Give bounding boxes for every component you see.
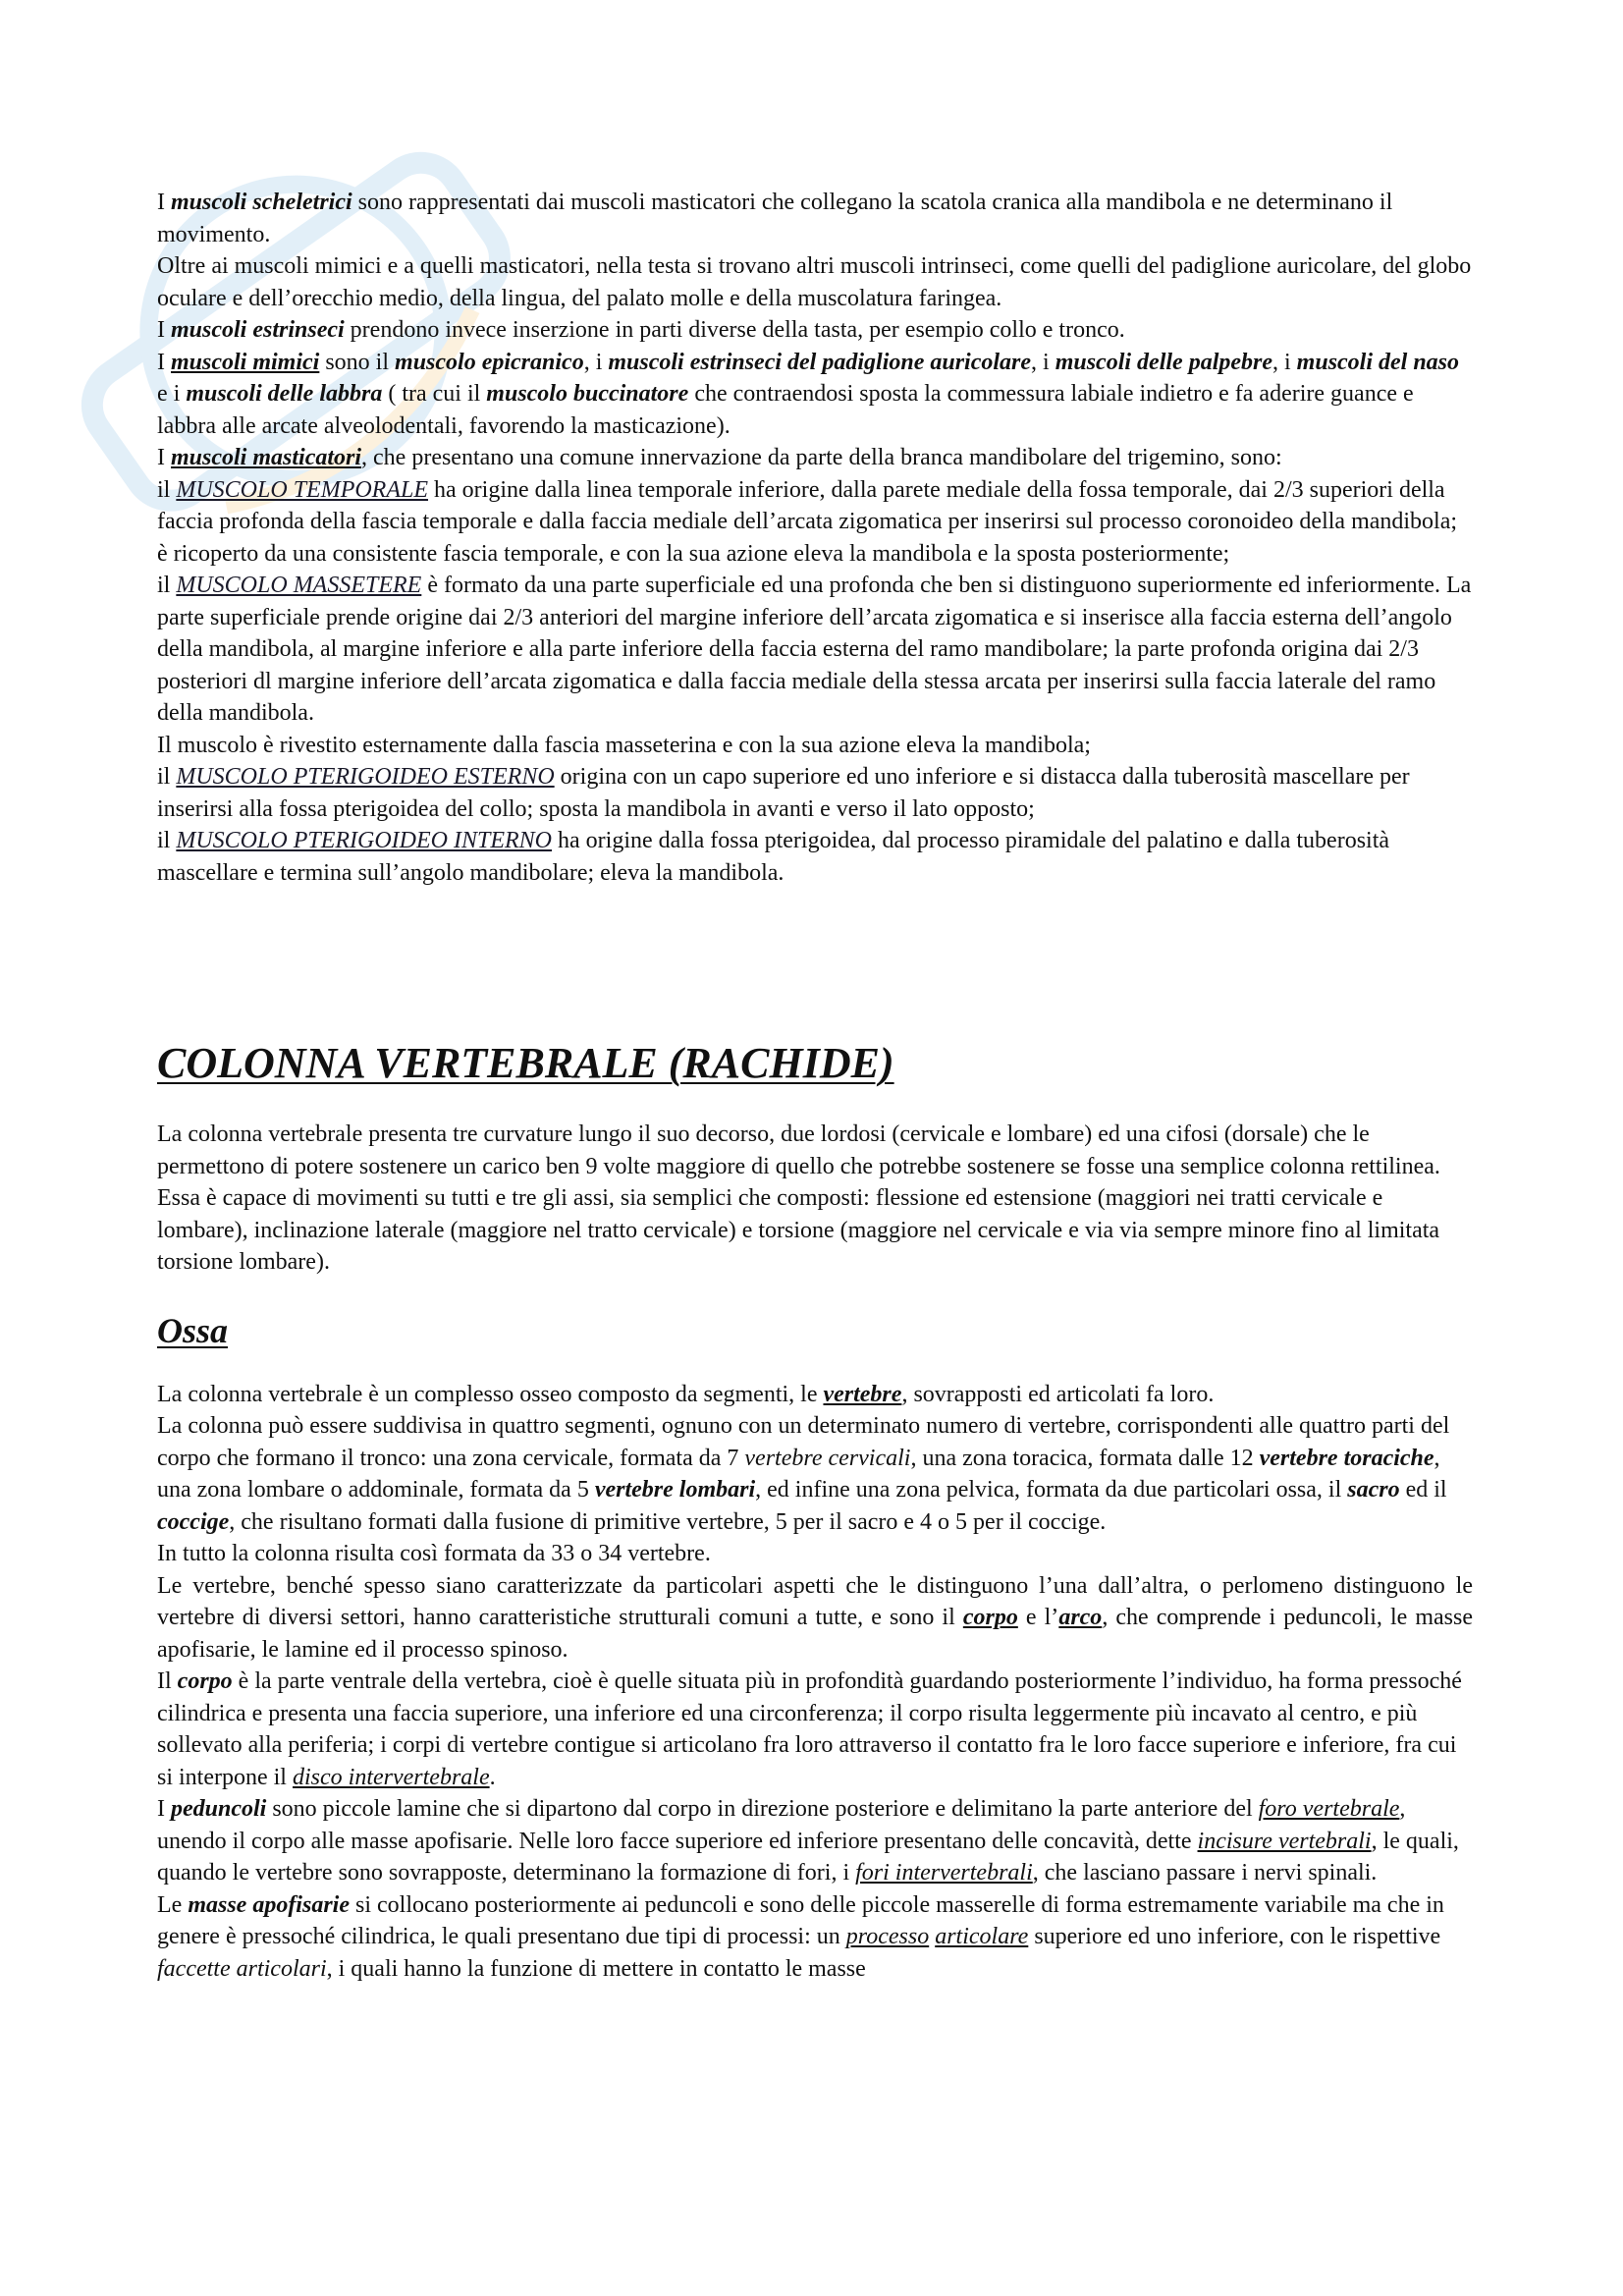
ossa-paragraph-vertebre: La colonna vertebrale è un complesso osseo composto da segmenti, le vertebre, sovrapposti ed articolati fa loro. bbox=[157, 1381, 1215, 1407]
section-title: COLONNA VERTEBRALE (RACHIDE) bbox=[157, 1039, 894, 1087]
muscolo-pterigoideo-esterno-link[interactable]: MUSCOLO PTERIGOIDEO ESTERNO bbox=[176, 764, 555, 790]
ossa-paragraph-segmenti: La colonna può essere suddivisa in quattro segmenti, ognuno con un determinato numero di vertebre, corrispondenti alle quattro parti del corpo che formano il tronco: una zona cervicale, formata da 7 vertebre cervicali, una zona toracica, formata dalle 12 vertebre toraciche, una zona lombare o addominale, formata da 5 vertebre lombari, ed infine una zona pelvica, formata da due particolari ossa, il sacro ed il coccige, che risultano formati dalla fusione di primitive vertebre, 5 per il sacro e 4 o 5 per il coccige. bbox=[157, 1413, 1450, 1535]
ossa-paragraph-masse-apofisarie: Le masse apofisarie si collocano posteriormente ai peduncoli e sono delle piccole masserelle di forma estremamente variabile ma che in genere è pressoché cilindrica, le quali presentano due tipi di processi: un processo articolare superiore ed uno inferiore, con le rispettive faccette articolari, i quali hanno la funzione di mettere in contatto le masse bbox=[157, 1891, 1444, 1982]
ossa-paragraph-corpo: Il corpo è la parte ventrale della vertebra, cioè è quelle situata più in profondità guardando posteriormente l’individuo, ha forma pressoché cilindrica e presenta una faccia superiore, una inferiore ed una circonferenza; il corpo risulta leggermente più incavato al centro, e più sollevato alla periferia; i corpi di vertebre contigue si articolano fra loro attraverso il contatto fra le loro facce superiore e inferiore, fra cui si interpone il disco intervertebrale. bbox=[157, 1668, 1462, 1790]
intro-paragraph: I muscoli scheletrici sono rappresentati dai muscoli masticatori che collegano la scatola cranica alla mandibola e ne determinano il movimento. Oltre ai muscoli mimici e a quelli masticatori, nella testa si trovano altri muscoli intrinseci, come quelli del padiglione auricolare, del globo oculare e dell’orecchio medio, della lingua, del palato molle e della muscolatura faringea. I muscoli estrinseci prendono invece inserzione in parti diverse della tasta, per esempio collo e tronco. I muscoli mimici sono il muscolo epicranico, i muscoli estrinseci del padiglione auricolare, i muscoli delle palpebre, i muscoli del naso e i muscoli delle labbra ( tra cui il muscolo buccinatore che contraendosi sposta la commessura labiale indietro e fa aderire guance e labbra alle arcate alveolodentali, favorendo la masticazione). I muscoli masticatori, che presentano una comune innervazione da parte della branca mandibolare del trigemino, sono: il MUSCOLO TEMPORALE ha origine dalla linea temporale inferiore, dalla parete mediale della fossa temporale, dai 2/3 superiori della faccia profonda della fascia temporale e dalla faccia mediale dell’arcata zigomatica per inserirsi sul processo coronoideo della mandibola; è ricoperto da una consistente fascia temporale, e con la sua azione eleva la mandibola e la sposta posteriormente; il MUSCOLO MASSETERE è formato da una parte superficiale ed una profonda che ben si distinguono superiormente ed inferiormente. La parte superficiale prende origine dai 2/3 anteriori del margine inferiore dell’arcata zigomatica e si inserisce alla faccia esterna dell’angolo della mandibola, al margine inferiore e alla parte inferiore della faccia esterna del ramo mandibolare; la parte profonda origina dai 2/3 posteriori dl margine inferiore dell’arcata zigomatica e dalla faccia mediale della stessa arcata per inserirsi sulla faccia laterale del ramo della mandibola. Il muscolo è rivestito esternamente dalla fascia masseterina e con la sua azione eleva la mandibola; il MUSCOLO PTERIGOIDEO ESTERNO origina con un capo superiore ed uno inferiore e si distacca dalla tuberosità mascellare per inserirsi alla fossa pterigoidea del collo; sposta la mandibola in avanti e verso il lato opposto; il MUSCOLO PTERIGOIDEO INTERNO ha origine dalla fossa pterigoidea, dal processo piramidale del palatino e dalla tuberosità mascellare e termina sull’angolo mandibolare; eleva la mandibola. bbox=[157, 190, 1472, 886]
ossa-paragraph-peduncoli: I peduncoli sono piccole lamine che si dipartono dal corpo in direzione posteriore e delimitano la parte anteriore del foro vertebrale, unendo il corpo alle masse apofisarie. Nelle loro facce superiore ed inferiore presentano delle concavità, dette incisure vertebrali, le quali, quando le vertebre sono sovrapposte, determinano la formazione di fori, i fori intervertebrali, che lasciano passare i nervi spinali. bbox=[157, 1796, 1459, 1886]
muscolo-temporale-link[interactable]: MUSCOLO TEMPORALE bbox=[176, 476, 429, 503]
subsection-title-ossa: Ossa bbox=[157, 1310, 229, 1350]
muscolo-pterigoideo-interno-link[interactable]: MUSCOLO PTERIGOIDEO INTERNO bbox=[176, 828, 552, 853]
section-paragraph-2: Essa è capace di movimenti su tutti e tre gli assi, sia semplici che composti: flessione ed estensione (maggiori nei tratti cervicale e lombare), inclinazione laterale (maggiore nel tratto cervicale) e torsione (maggiore nel cervicale e via via sempre minore fino al limitata torsione lombare). bbox=[157, 1185, 1440, 1275]
ossa-paragraph-caratteristiche: Le vertebre, benché spesso siano caratterizzate da particolari aspetti che le distinguono l’una dall’altra, o perlomeno distinguono le vertebre di diversi settori, hanno caratteristiche strutturali comuni a tutte, e sono il corpo e l’arco, che comprende i peduncoli, le masse apofisarie, le lamine ed il processo spinoso. bbox=[157, 1572, 1474, 1663]
ossa-paragraph-totale: In tutto la colonna risulta così formata da 33 o 34 vertebre. bbox=[157, 1541, 711, 1566]
muscolo-massetere-link[interactable]: MUSCOLO MASSETERE bbox=[176, 573, 422, 598]
section-paragraph-1: La colonna vertebrale presenta tre curvature lungo il suo decorso, due lordosi (cervicale e lombare) ed una cifosi (dorsale) che le permettono di potere sostenere un carico ben 9 volte maggiore di quello che potrebbe sostenere se fosse una semplice colonna rettilinea. bbox=[157, 1121, 1440, 1179]
document-body bbox=[157, 187, 1473, 1985]
